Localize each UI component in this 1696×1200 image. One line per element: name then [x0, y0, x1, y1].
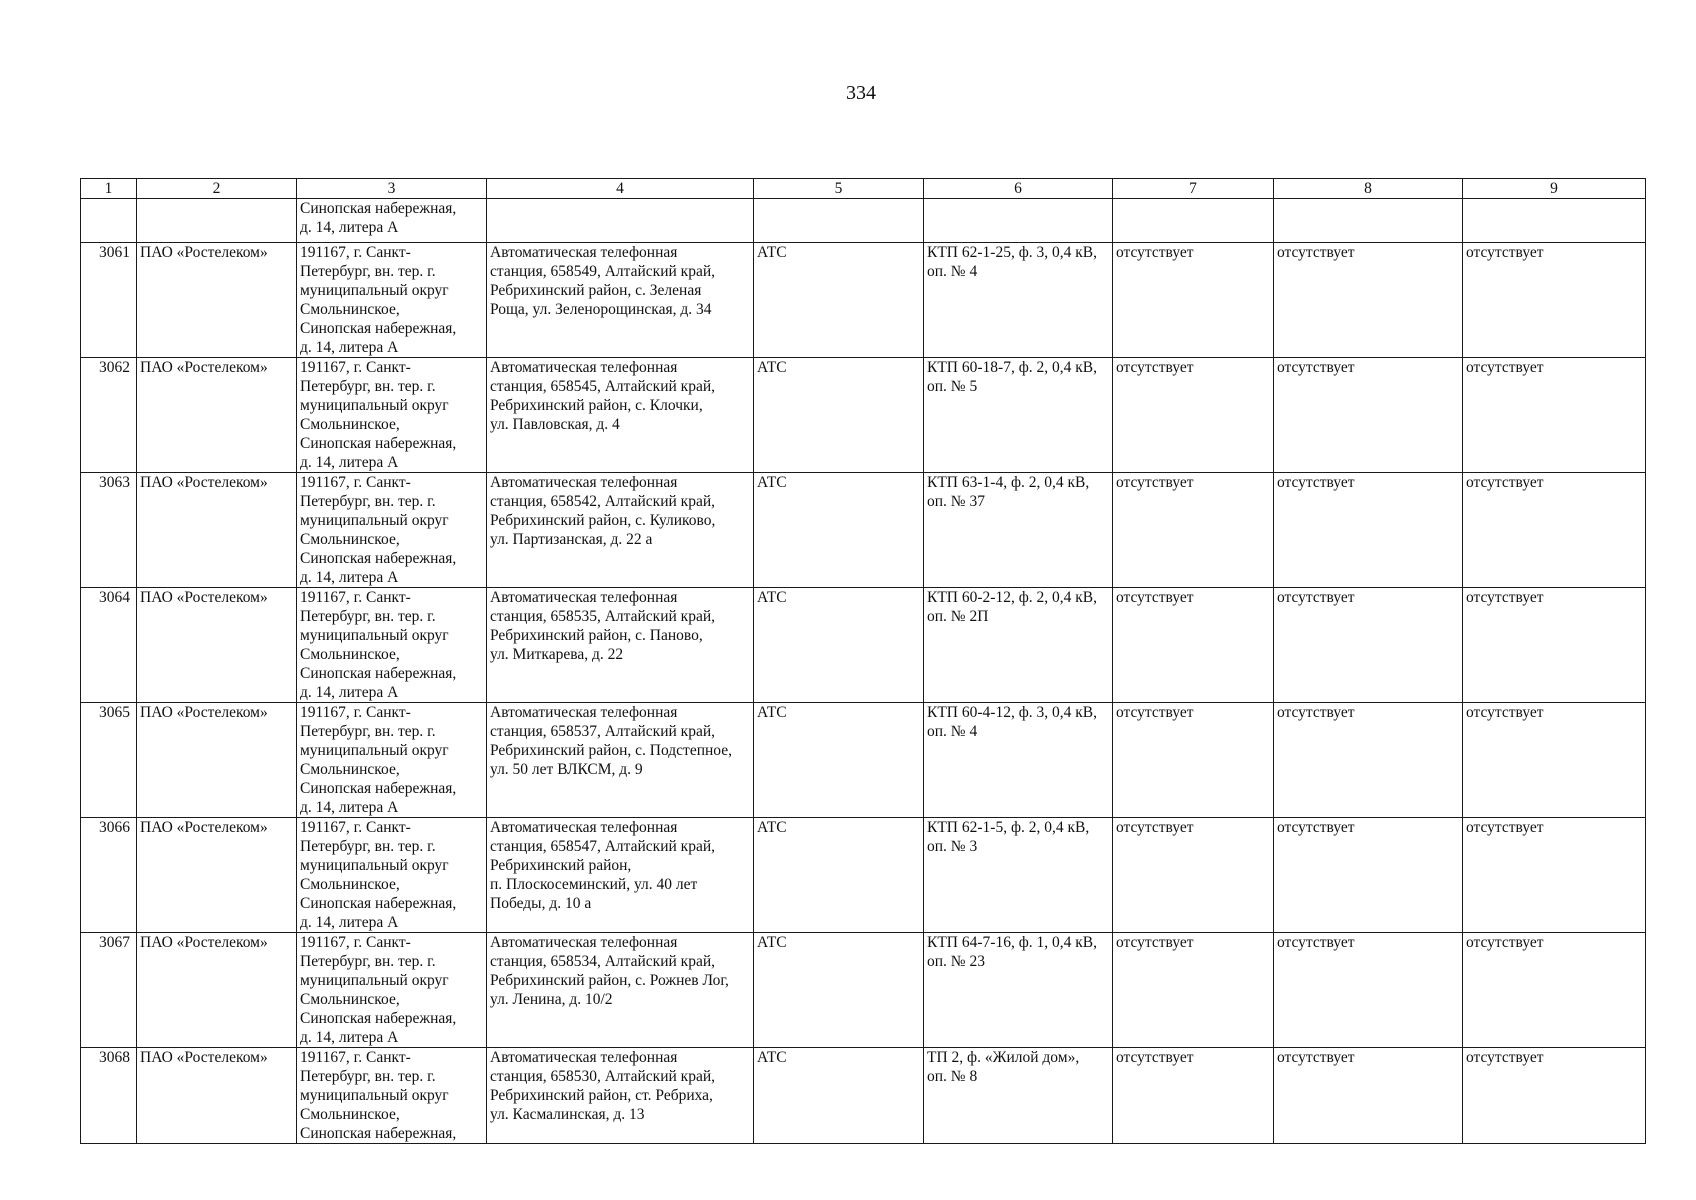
address-line: Петербург, вн. тер. г.	[300, 1068, 436, 1085]
cell-source	[924, 588, 1113, 703]
column-header: 5	[754, 179, 924, 199]
object-line: ул. Партизанская, д. 22 а	[490, 531, 653, 548]
cell-org: ПАО «Ростелеком»	[137, 243, 297, 358]
address-line: муниципальный округ	[300, 857, 449, 874]
address-line: 191167, г. Санкт-	[300, 934, 411, 951]
column-header: 8	[1274, 179, 1463, 199]
address-line: Петербург, вн. тер. г.	[300, 953, 436, 970]
source-line: оп. № 37	[927, 493, 985, 510]
cell-address	[297, 243, 487, 358]
cell-address	[297, 199, 487, 243]
cell-source	[924, 933, 1113, 1048]
address-line: муниципальный округ	[300, 512, 449, 529]
cell-num: 3066	[81, 818, 137, 933]
object-line: ул. Павловская, д. 4	[490, 416, 620, 433]
address-line: 191167, г. Санкт-	[300, 704, 411, 721]
cell-col8	[1274, 199, 1463, 243]
address-line: Петербург, вн. тер. г.	[300, 493, 436, 510]
cell-org: ПАО «Ростелеком»	[137, 358, 297, 473]
address-line: муниципальный округ	[300, 282, 449, 299]
column-header: 1	[81, 179, 137, 199]
object-line: Автоматическая телефонная	[490, 359, 678, 376]
cell-object	[487, 703, 754, 818]
table-row	[81, 703, 1646, 818]
cell-type: АТС	[754, 243, 924, 358]
cell-address	[297, 473, 487, 588]
source-line: оп. № 4	[927, 263, 978, 280]
cell-org: ПАО «Ростелеком»	[137, 473, 297, 588]
cell-col9: отсутствует	[1463, 358, 1646, 473]
column-header: 9	[1463, 179, 1646, 199]
address-line: 191167, г. Санкт-	[300, 359, 411, 376]
cell-source	[924, 358, 1113, 473]
address-line: 191167, г. Санкт-	[300, 1049, 411, 1066]
cell-org: ПАО «Ростелеком»	[137, 588, 297, 703]
cell-num: 3068	[81, 1048, 137, 1144]
object-line: станция, 658535, Алтайский край,	[490, 608, 716, 625]
object-line: Автоматическая телефонная	[490, 704, 678, 721]
address-line: Смольнинское,	[300, 991, 400, 1008]
source-line: оп. № 8	[927, 1068, 978, 1085]
address-line: Синопская набережная,	[300, 665, 457, 682]
address-line: Синопская набережная,	[300, 435, 457, 452]
address-line: Синопская набережная,	[300, 895, 457, 912]
cell-object	[487, 588, 754, 703]
object-line: станция, 658547, Алтайский край,	[490, 838, 716, 855]
cell-col7: отсутствует	[1113, 1048, 1274, 1144]
address-line: д. 14, литера А	[300, 1029, 399, 1046]
table-row	[81, 473, 1646, 588]
address-line: муниципальный округ	[300, 397, 449, 414]
cell-col8: отсутствует	[1274, 1048, 1463, 1144]
cell-object	[487, 243, 754, 358]
source-line: КТП 60-18-7, ф. 2, 0,4 кВ,	[927, 359, 1097, 376]
source-line: КТП 62-1-5, ф. 2, 0,4 кВ,	[927, 819, 1090, 836]
source-line: ТП 2, ф. «Жилой дом»,	[927, 1049, 1080, 1066]
cell-col9: отсутствует	[1463, 703, 1646, 818]
address-line: Смольнинское,	[300, 416, 400, 433]
address-line: Синопская набережная,	[300, 320, 457, 337]
address-line: Петербург, вн. тер. г.	[300, 608, 436, 625]
object-line: Автоматическая телефонная	[490, 589, 678, 606]
cell-source	[924, 199, 1113, 243]
cell-col8: отсутствует	[1274, 243, 1463, 358]
cell-address	[297, 588, 487, 703]
cell-object	[487, 473, 754, 588]
address-line: Смольнинское,	[300, 301, 400, 318]
object-line: Ребрихинский район, ст. Ребриха,	[490, 1087, 713, 1104]
source-line: КТП 62-1-25, ф. 3, 0,4 кВ,	[927, 244, 1097, 261]
cell-col7	[1113, 199, 1274, 243]
source-line: оп. № 23	[927, 953, 985, 970]
address-line: Синопская набережная,	[300, 1010, 457, 1027]
cell-num: 3067	[81, 933, 137, 1048]
table-row	[81, 1048, 1646, 1144]
address-line: Смольнинское,	[300, 876, 400, 893]
cell-address	[297, 818, 487, 933]
address-line: муниципальный округ	[300, 972, 449, 989]
cell-type: АТС	[754, 933, 924, 1048]
address-line: 191167, г. Санкт-	[300, 589, 411, 606]
cell-source	[924, 818, 1113, 933]
object-line: Автоматическая телефонная	[490, 244, 678, 261]
column-header: 2	[137, 179, 297, 199]
address-line: Петербург, вн. тер. г.	[300, 723, 436, 740]
source-line: КТП 60-2-12, ф. 2, 0,4 кВ,	[927, 589, 1097, 606]
cell-type: АТС	[754, 1048, 924, 1144]
object-line: Ребрихинский район, с. Куликово,	[490, 512, 716, 529]
address-line: д. 14, литера А	[300, 684, 399, 701]
cell-num: 3061	[81, 243, 137, 358]
cell-org	[137, 199, 297, 243]
object-line: Ребрихинский район, с. Клочки,	[490, 397, 703, 414]
object-line: ул. Миткарева, д. 22	[490, 646, 624, 663]
address-line: Петербург, вн. тер. г.	[300, 838, 436, 855]
table-row	[81, 588, 1646, 703]
cell-org: ПАО «Ростелеком»	[137, 703, 297, 818]
cell-col9	[1463, 199, 1646, 243]
cell-object	[487, 818, 754, 933]
page-number: 334	[846, 82, 876, 104]
cell-col8: отсутствует	[1274, 588, 1463, 703]
cell-col8: отсутствует	[1274, 933, 1463, 1048]
source-line: КТП 63-1-4, ф. 2, 0,4 кВ,	[927, 474, 1090, 491]
cell-type: АТС	[754, 588, 924, 703]
object-line: Автоматическая телефонная	[490, 1049, 678, 1066]
object-line: Роща, ул. Зеленорощинская, д. 34	[490, 301, 712, 318]
address-line: Петербург, вн. тер. г.	[300, 378, 436, 395]
cell-num	[81, 199, 137, 243]
cell-col9: отсутствует	[1463, 588, 1646, 703]
address-line: муниципальный округ	[300, 1087, 449, 1104]
registry-table	[80, 178, 1646, 1144]
cell-num: 3062	[81, 358, 137, 473]
column-header: 7	[1113, 179, 1274, 199]
object-line: станция, 658542, Алтайский край,	[490, 493, 716, 510]
table-row-continued	[81, 199, 1646, 243]
cell-num: 3065	[81, 703, 137, 818]
cell-num: 3064	[81, 588, 137, 703]
address-line: Синопская набережная,	[300, 550, 457, 567]
object-line: Ребрихинский район, с. Рожнев Лог,	[490, 972, 729, 989]
cell-col7: отсутствует	[1113, 473, 1274, 588]
address-line: Синопская набережная,	[300, 1125, 457, 1142]
address-line: д. 14, литера А	[300, 799, 399, 816]
address-line: Синопская набережная,	[300, 780, 457, 797]
object-line: станция, 658549, Алтайский край,	[490, 263, 716, 280]
cell-org: ПАО «Ростелеком»	[137, 933, 297, 1048]
object-line: ул. 50 лет ВЛКСМ, д. 9	[490, 761, 643, 778]
address-line: д. 14, литера А	[300, 914, 399, 931]
table-row	[81, 933, 1646, 1048]
column-header: 3	[297, 179, 487, 199]
source-line: КТП 60-4-12, ф. 3, 0,4 кВ,	[927, 704, 1097, 721]
cell-col9: отсутствует	[1463, 1048, 1646, 1144]
cell-col7: отсутствует	[1113, 933, 1274, 1048]
address-line: д. 14, литера А	[300, 339, 399, 356]
object-line: Ребрихинский район, с. Паново,	[490, 627, 703, 644]
address-line: Смольнинское,	[300, 761, 400, 778]
address-line: 191167, г. Санкт-	[300, 244, 411, 261]
object-line: станция, 658534, Алтайский край,	[490, 953, 716, 970]
object-line: Автоматическая телефонная	[490, 934, 678, 951]
cell-source	[924, 473, 1113, 588]
column-number-row	[81, 179, 1646, 199]
cell-source	[924, 1048, 1113, 1144]
cell-col7: отсутствует	[1113, 358, 1274, 473]
address-line: д. 14, литера А	[300, 454, 399, 471]
source-line: КТП 64-7-16, ф. 1, 0,4 кВ,	[927, 934, 1097, 951]
cell-type: АТС	[754, 473, 924, 588]
address-line: Петербург, вн. тер. г.	[300, 263, 436, 280]
cell-org: ПАО «Ростелеком»	[137, 1048, 297, 1144]
cell-address	[297, 1048, 487, 1144]
cell-col9: отсутствует	[1463, 933, 1646, 1048]
cell-col9: отсутствует	[1463, 473, 1646, 588]
cell-object	[487, 358, 754, 473]
object-line: Ребрихинский район,	[490, 857, 632, 874]
cell-col7: отсутствует	[1113, 588, 1274, 703]
object-line: Автоматическая телефонная	[490, 819, 678, 836]
column-header: 4	[487, 179, 754, 199]
address-line: д. 14, литера А	[300, 569, 399, 586]
cell-object	[487, 199, 754, 243]
object-line: Ребрихинский район, с. Подстепное,	[490, 742, 732, 759]
cell-col7: отсутствует	[1113, 703, 1274, 818]
cell-address	[297, 933, 487, 1048]
cell-object	[487, 933, 754, 1048]
object-line: станция, 658537, Алтайский край,	[490, 723, 716, 740]
cell-col8: отсутствует	[1274, 703, 1463, 818]
cell-num: 3063	[81, 473, 137, 588]
cell-source	[924, 243, 1113, 358]
cell-type: АТС	[754, 358, 924, 473]
address-line: муниципальный округ	[300, 742, 449, 759]
cell-address	[297, 703, 487, 818]
object-line: ул. Ленина, д. 10/2	[490, 991, 613, 1008]
object-line: станция, 658545, Алтайский край,	[490, 378, 716, 395]
source-line: оп. № 4	[927, 723, 978, 740]
address-line: 191167, г. Санкт-	[300, 474, 411, 491]
table-row	[81, 358, 1646, 473]
cell-col8: отсутствует	[1274, 473, 1463, 588]
cell-col7: отсутствует	[1113, 243, 1274, 358]
object-line: Победы, д. 10 а	[490, 895, 592, 912]
object-line: ул. Касмалинская, д. 13	[490, 1106, 645, 1123]
cell-type	[754, 199, 924, 243]
cell-col9: отсутствует	[1463, 243, 1646, 358]
source-line: оп. № 2П	[927, 608, 989, 625]
cell-address	[297, 358, 487, 473]
cell-org: ПАО «Ростелеком»	[137, 818, 297, 933]
address-line: Смольнинское,	[300, 1106, 400, 1123]
address-line: муниципальный округ	[300, 627, 449, 644]
cell-col8: отсутствует	[1274, 358, 1463, 473]
column-header: 6	[924, 179, 1113, 199]
cell-type: АТС	[754, 818, 924, 933]
cell-col8: отсутствует	[1274, 818, 1463, 933]
table-row	[81, 243, 1646, 358]
object-line: станция, 658530, Алтайский край,	[490, 1068, 716, 1085]
cell-type: АТС	[754, 703, 924, 818]
address-line: д. 14, литера А	[300, 219, 399, 236]
address-line: Синопская набережная,	[300, 200, 457, 217]
table-row	[81, 818, 1646, 933]
cell-source	[924, 703, 1113, 818]
address-line: 191167, г. Санкт-	[300, 819, 411, 836]
cell-object	[487, 1048, 754, 1144]
object-line: Ребрихинский район, с. Зеленая	[490, 282, 702, 299]
source-line: оп. № 5	[927, 378, 978, 395]
object-line: Автоматическая телефонная	[490, 474, 678, 491]
object-line: п. Плоскосеминский, ул. 40 лет	[490, 876, 698, 893]
cell-col9: отсутствует	[1463, 818, 1646, 933]
address-line: Смольнинское,	[300, 646, 400, 663]
address-line: Смольнинское,	[300, 531, 400, 548]
source-line: оп. № 3	[927, 838, 978, 855]
cell-col7: отсутствует	[1113, 818, 1274, 933]
